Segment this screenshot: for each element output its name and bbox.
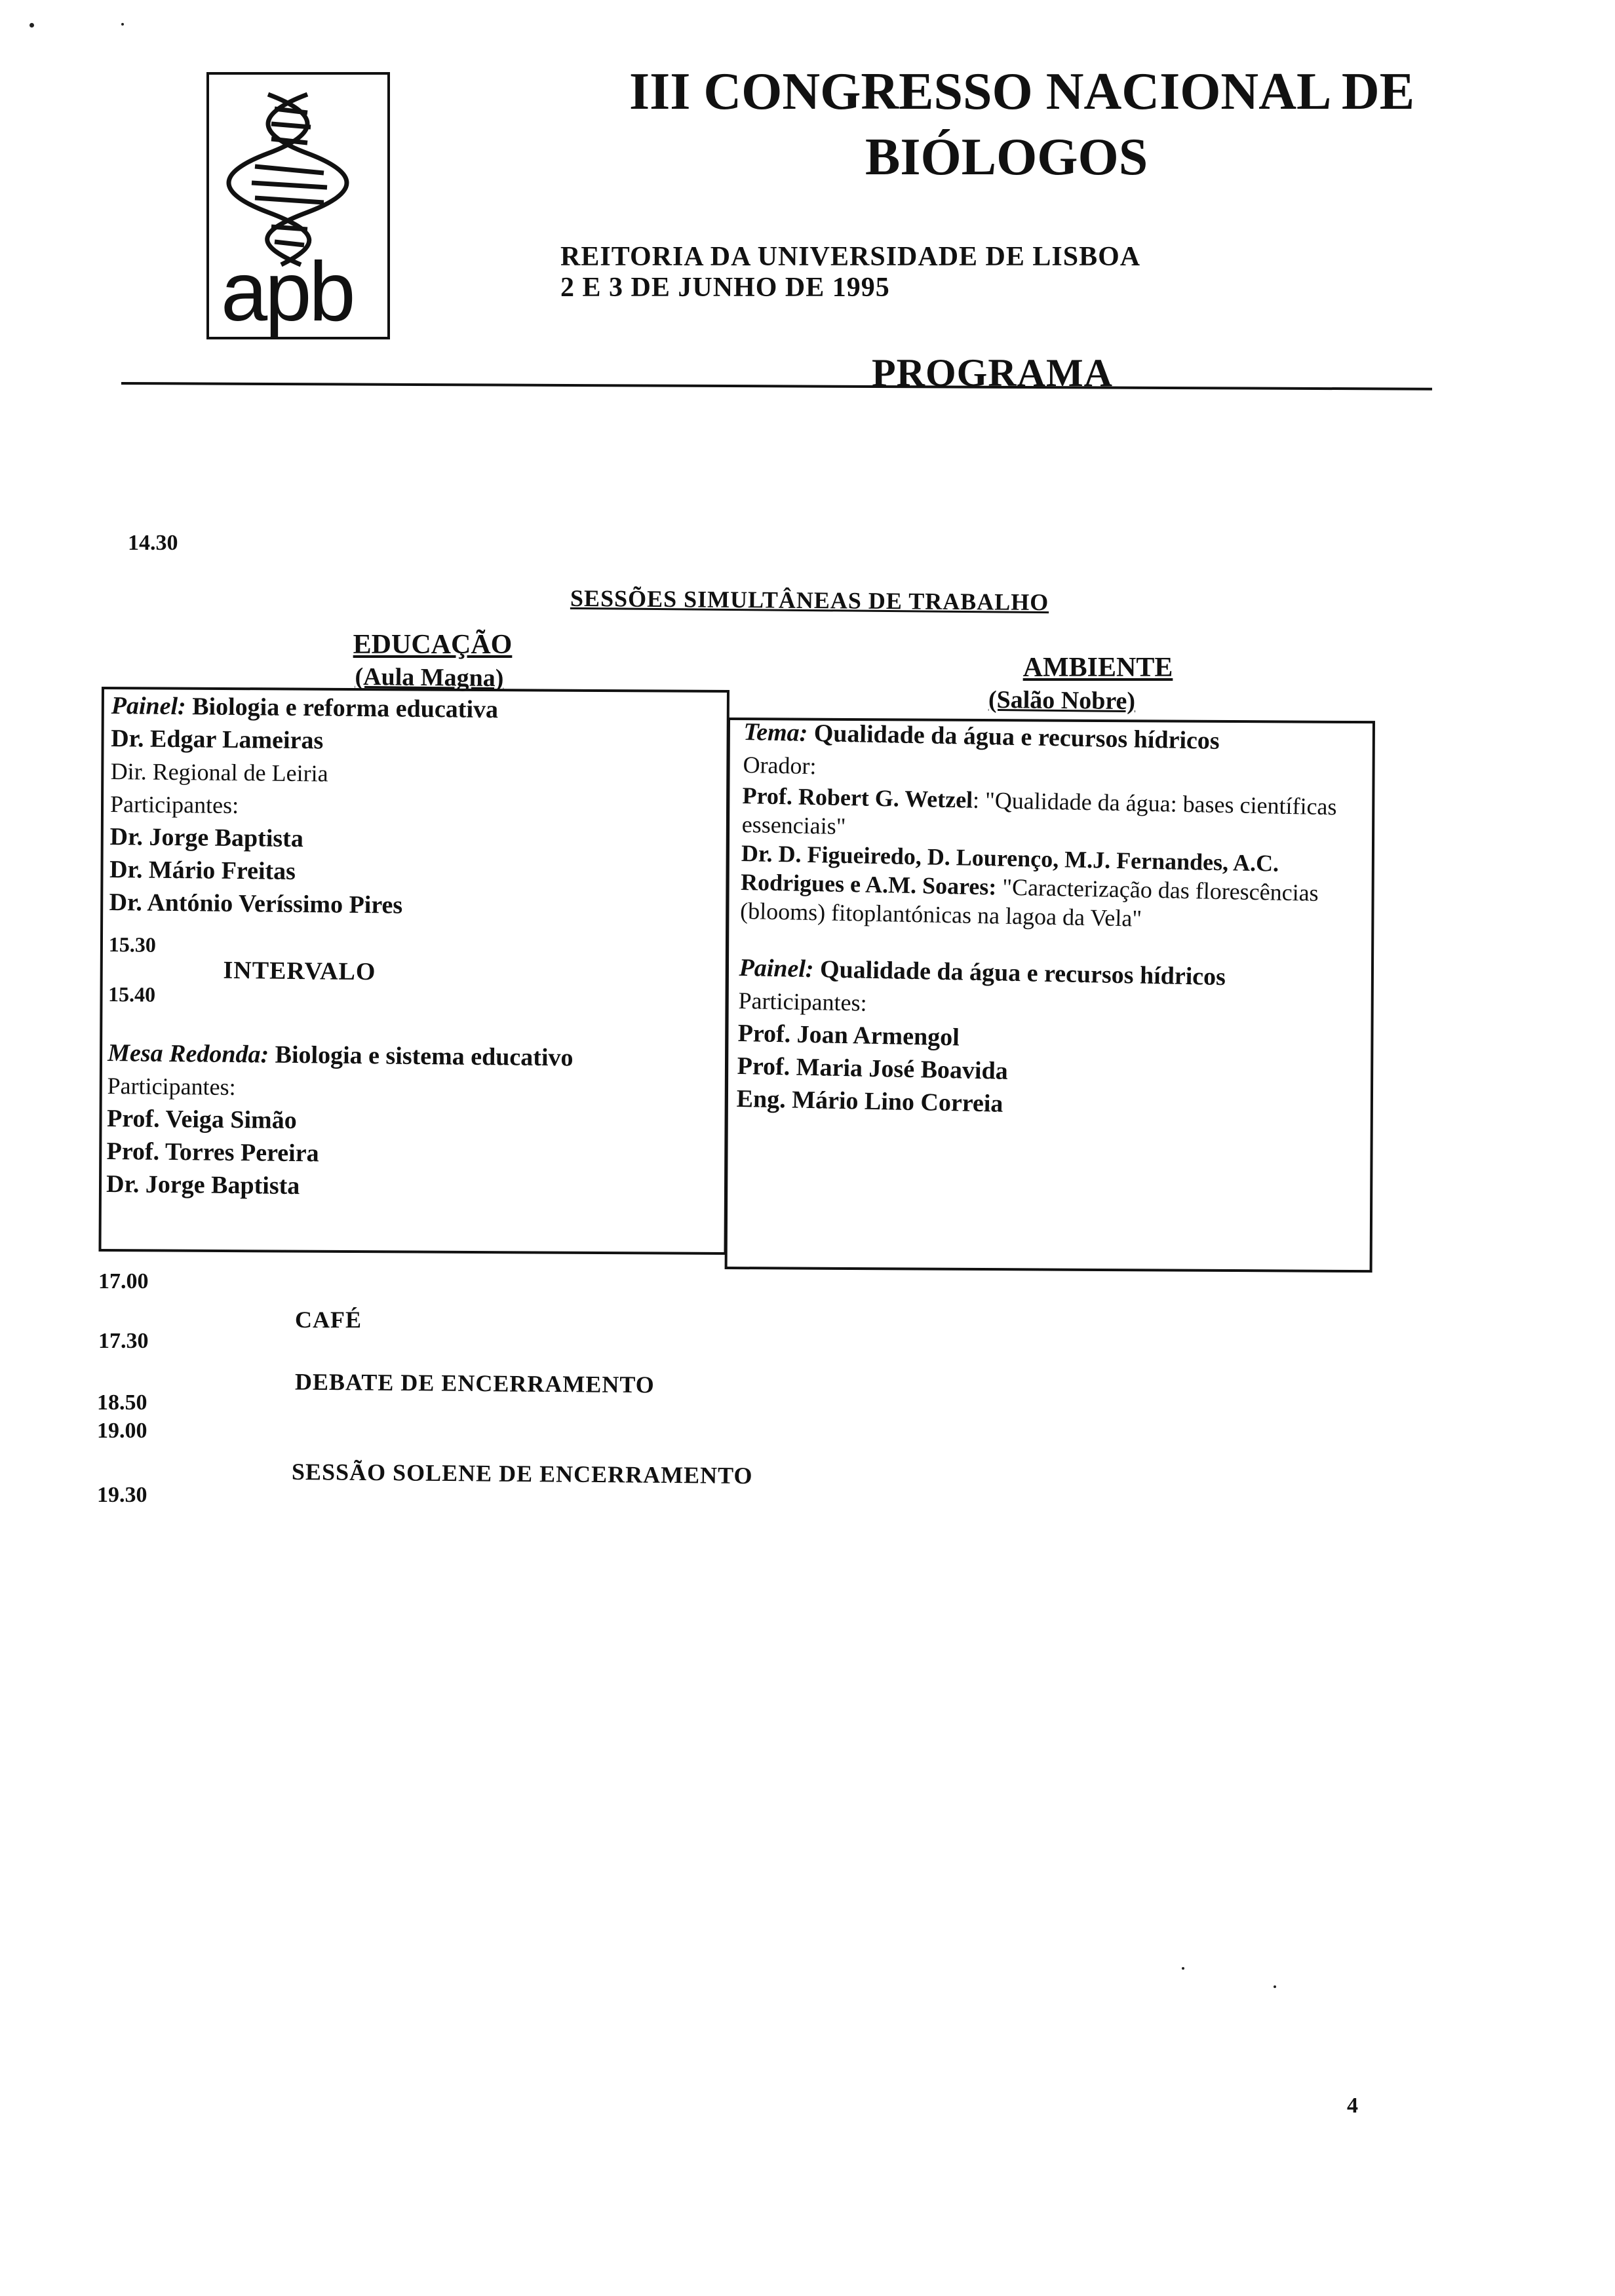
- right-participant: Prof. Maria José Boavida: [737, 1052, 1009, 1085]
- round-participant: Dr. Jorge Baptista: [106, 1170, 300, 1200]
- break-end-time: 15.40: [107, 982, 156, 1006]
- round-table-label: Mesa Redonda:: [107, 1039, 269, 1069]
- schedule-time: 19.30: [97, 1483, 147, 1507]
- round-participants-label: Participantes:: [107, 1072, 236, 1101]
- talk1-author: Prof. Robert G. Wetzel: [742, 782, 973, 813]
- speaker-role: Dir. Regional de Leiria: [110, 757, 328, 787]
- talk2-authors: Dr. D. Figueiredo, D. Lourenço, M.J. Fernandes, A.C. Rodrigues e A.M. Soares:: [740, 839, 1279, 900]
- right-panel-label: Painel:: [739, 953, 814, 984]
- right-panel-title: Qualidade da água e recursos hídricos: [819, 955, 1226, 991]
- right-session-content: [736, 716, 1367, 1127]
- sessions-title: SESSÕES SIMULTÂNEAS DE TRABALHO: [570, 584, 1049, 616]
- schedule-item: DEBATE DE ENCERRAMENTO: [294, 1368, 655, 1398]
- right-column-heading: AMBIENTE: [1022, 653, 1173, 683]
- participant: Dr. Jorge Baptista: [109, 822, 304, 853]
- round-participant: Prof. Veiga Simão: [106, 1104, 297, 1134]
- round-table-title: Biologia e sistema educativo: [275, 1041, 574, 1072]
- participant: Dr. Mário Freitas: [109, 855, 296, 885]
- left-column-heading: EDUCAÇÃO: [353, 630, 513, 660]
- left-session-content: [106, 689, 721, 1207]
- venue: REITORIA DA UNIVERSIDADE DE LISBOA: [560, 242, 1141, 272]
- theme-title: Qualidade da água e recursos hídricos: [813, 719, 1220, 755]
- break-label: INTERVALO: [223, 956, 376, 986]
- scan-speck: [1274, 1985, 1276, 1988]
- logo-text: apb: [221, 245, 353, 339]
- event-date: 2 E 3 DE JUNHO DE 1995: [560, 273, 890, 303]
- theme-label: Tema:: [743, 718, 808, 747]
- scan-speck: [1182, 1967, 1184, 1970]
- right-column-room: (Salão Nobre): [988, 685, 1136, 716]
- session-start-time: 14.30: [128, 531, 178, 555]
- schedule-item: SESSÃO SOLENE DE ENCERRAMENTO: [291, 1458, 753, 1489]
- break-start-time: 15.30: [108, 932, 157, 957]
- right-participant: Prof. Joan Armengol: [737, 1019, 960, 1052]
- page-number: 4: [1347, 2094, 1358, 2118]
- talk1-title: : "Qualidade da água: bases científicas essenciais": [741, 786, 1337, 840]
- scan-speck: [121, 23, 124, 26]
- congress-title-line1: III CONGRESSO NACIONAL DE: [629, 63, 1415, 121]
- round-participant: Prof. Torres Pereira: [106, 1137, 319, 1168]
- speaker-label: Orador:: [743, 751, 817, 780]
- scan-speck: [29, 23, 34, 28]
- section-title: PROGRAMA: [872, 351, 1113, 394]
- talk2-title: "Caracterização das florescências (blooms) fitoplantónicas na lagoa da Vela": [739, 873, 1319, 932]
- panel-title: Biologia e reforma educativa: [191, 693, 499, 724]
- schedule-item: CAFÉ: [295, 1307, 362, 1333]
- panel-label: Painel:: [111, 691, 186, 721]
- right-participants-label: Participantes:: [738, 987, 867, 1016]
- left-column-room: (Aula Magna): [355, 662, 504, 693]
- participant: Dr. António Veríssimo Pires: [109, 888, 403, 919]
- schedule-time: 19.00: [97, 1419, 147, 1443]
- participants-label: Participantes:: [109, 790, 239, 819]
- speaker-name: Dr. Edgar Lameiras: [110, 724, 324, 755]
- schedule-time: 17.00: [98, 1269, 149, 1293]
- apb-logo: [206, 72, 390, 339]
- header-rule: [121, 382, 1432, 391]
- right-participant: Eng. Mário Lino Correia: [736, 1084, 1003, 1118]
- congress-title-line2: BIÓLOGOS: [865, 128, 1148, 186]
- schedule-time: 17.30: [98, 1329, 149, 1353]
- schedule-time: 18.50: [97, 1390, 147, 1415]
